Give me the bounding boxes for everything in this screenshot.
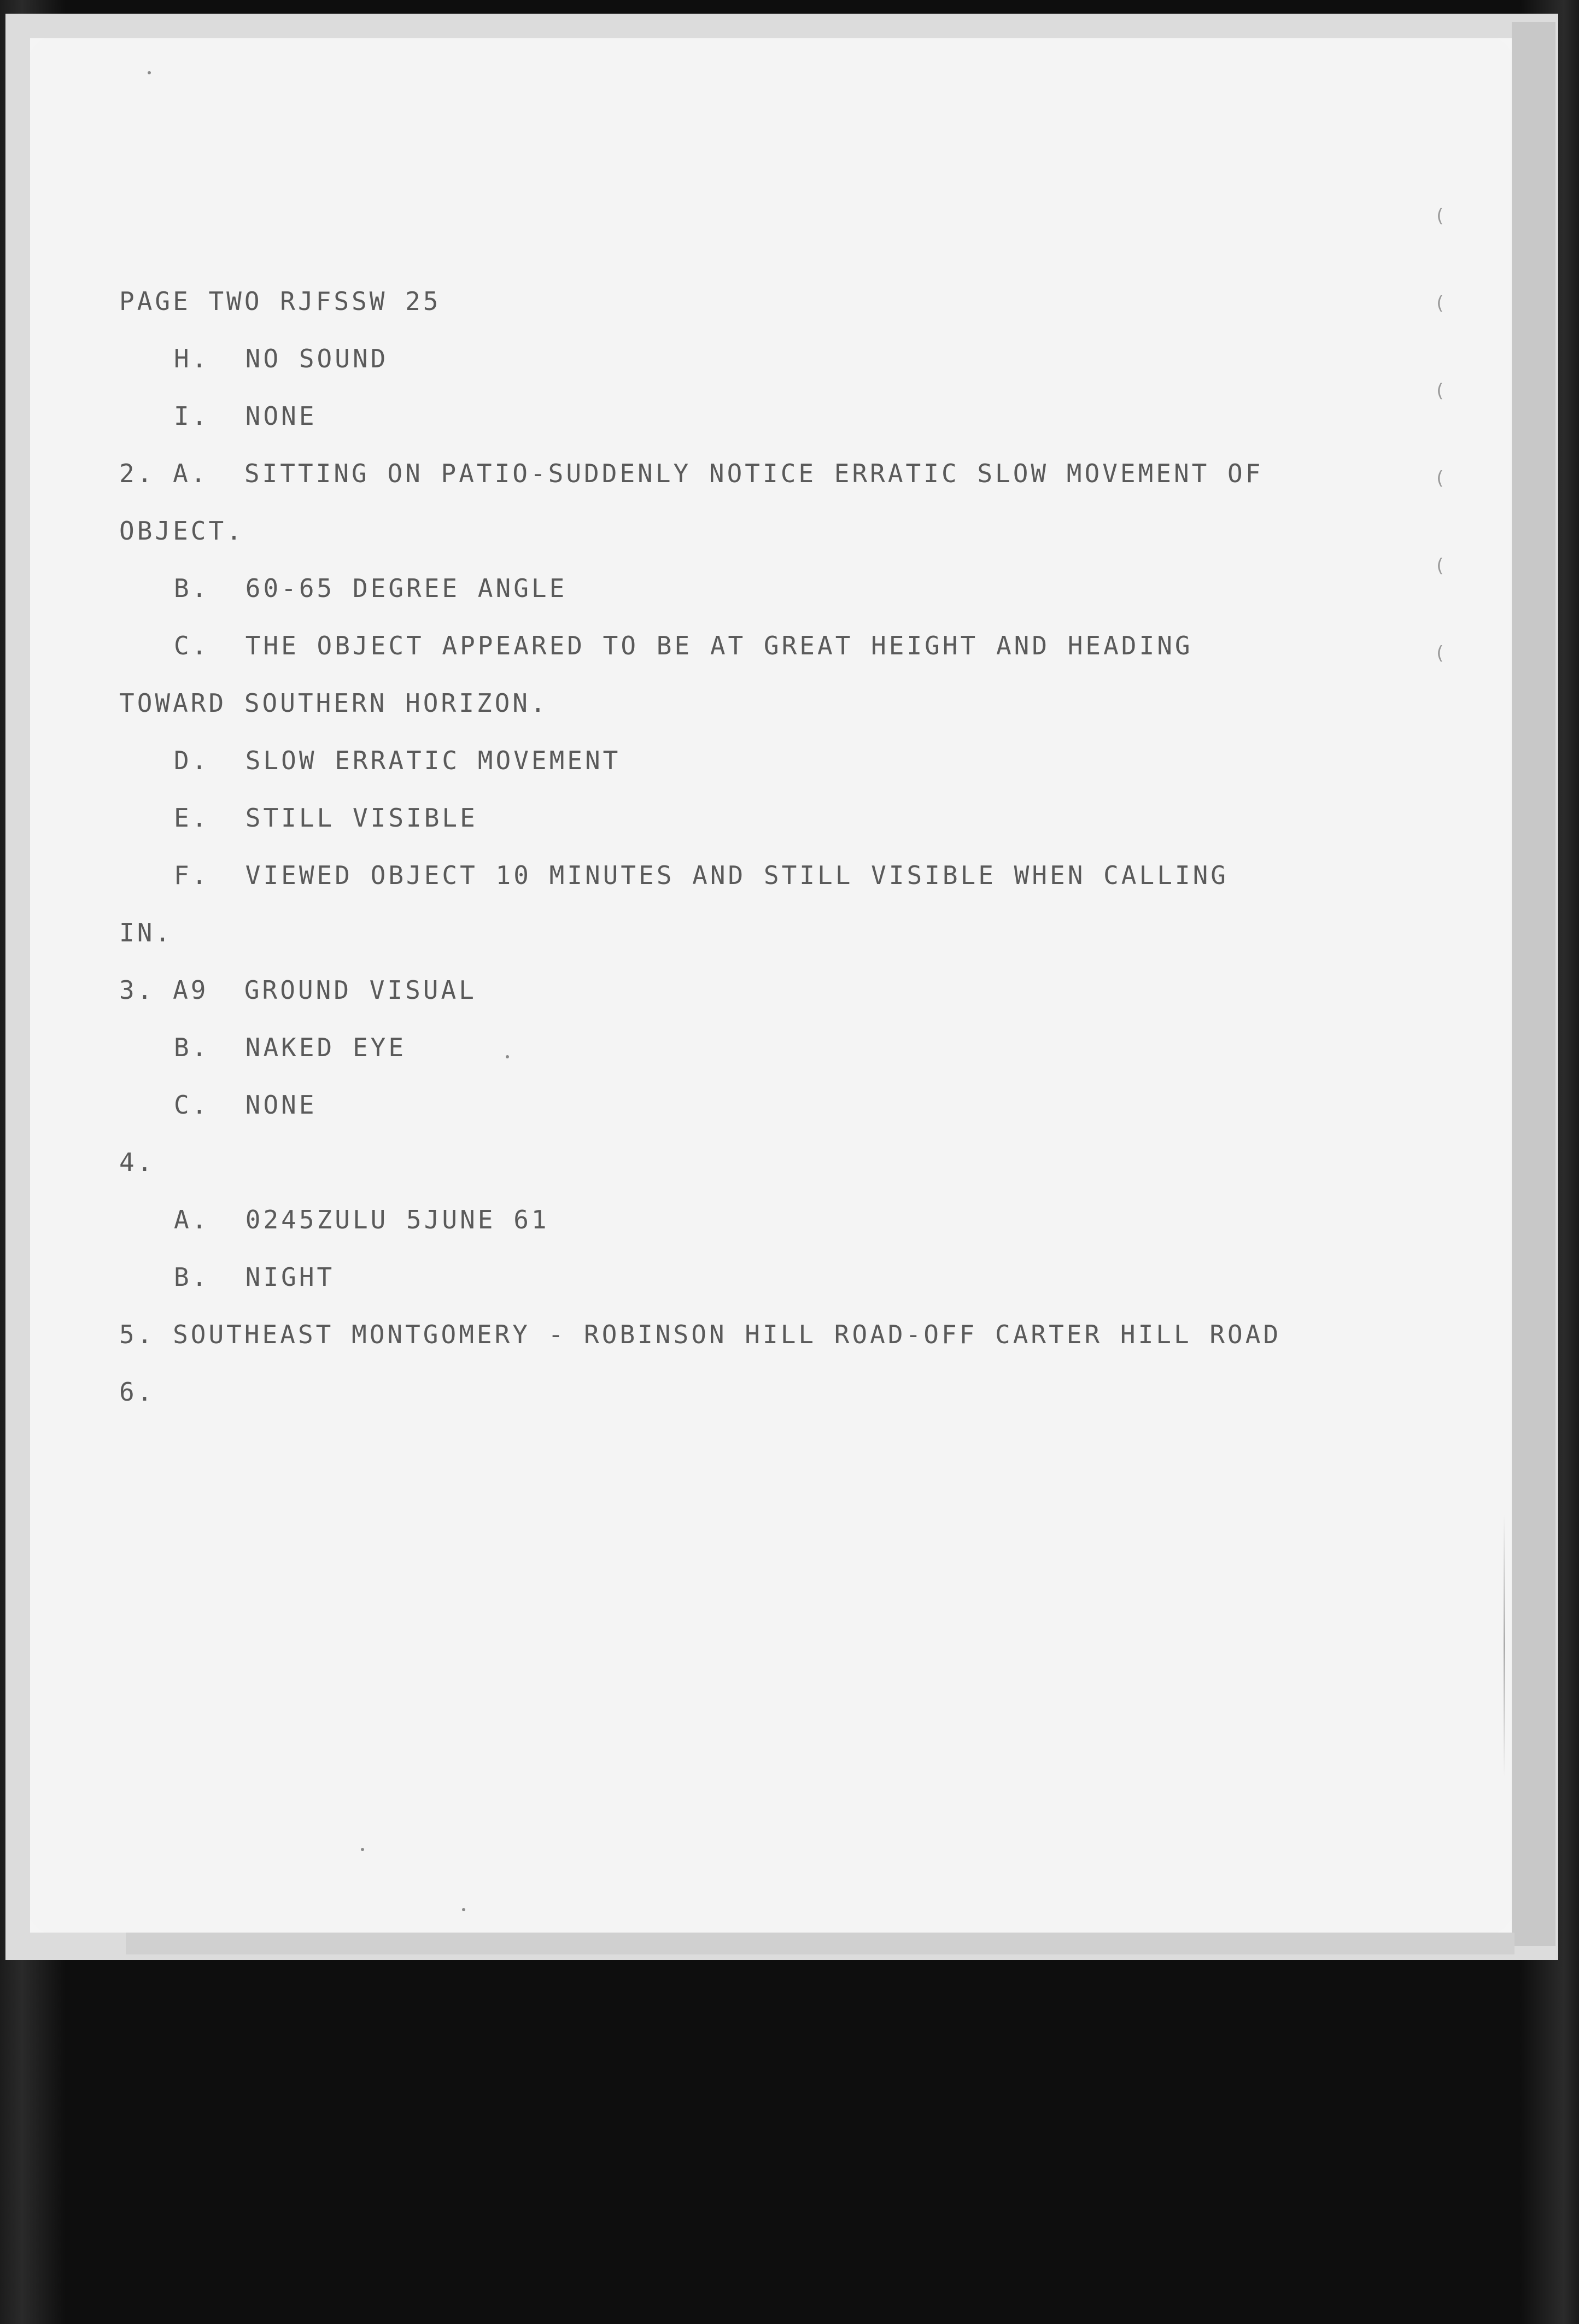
item-2b: B. 60-65 DEGREE ANGLE <box>174 573 568 603</box>
margin-tick: ( <box>1434 467 1446 489</box>
item-1h: H. NO SOUND <box>174 344 389 373</box>
item-4: 4. <box>119 1148 155 1177</box>
item-2e: E. STILL VISIBLE <box>174 803 478 833</box>
item-3a: 3. A9 GROUND VISUAL <box>119 975 477 1005</box>
dust-speck <box>506 1055 509 1058</box>
page-header: PAGE TWO RJFSSW 25 <box>119 286 441 316</box>
margin-tick: ( <box>1434 205 1446 227</box>
dust-speck <box>148 71 151 74</box>
film-scratch <box>1504 1514 1505 1777</box>
item-6: 6. <box>119 1377 155 1407</box>
dust-speck <box>361 1848 364 1851</box>
item-2d: D. SLOW ERRATIC MOVEMENT <box>174 746 621 775</box>
margin-tick: ( <box>1434 642 1446 664</box>
item-2c: C. THE OBJECT APPEARED TO BE AT GREAT HEIGHT AND HEADING <box>174 631 1193 660</box>
margin-tick: ( <box>1434 292 1446 314</box>
margin-tick: ( <box>1434 380 1446 402</box>
typed-text <box>30 38 1512 1933</box>
item-2f: F. VIEWED OBJECT 10 MINUTES AND STILL VISIBLE WHEN CALLING <box>174 860 1229 890</box>
item-2c-cont: TOWARD SOUTHERN HORIZON. <box>119 688 548 718</box>
item-4a: A. 0245ZULU 5JUNE 61 <box>174 1205 549 1234</box>
item-4b: B. NIGHT <box>174 1262 335 1292</box>
paper-shadow-bottom <box>126 1933 1514 1954</box>
item-5: 5. SOUTHEAST MONTGOMERY - ROBINSON HILL ROAD-OFF CARTER HILL ROAD <box>119 1320 1282 1349</box>
dust-speck <box>462 1908 465 1911</box>
item-3b: B. NAKED EYE <box>174 1033 407 1062</box>
paper-shadow-right <box>1512 22 1555 1946</box>
document-page <box>30 38 1512 1933</box>
item-2f-cont: IN. <box>119 918 173 947</box>
item-3c: C. NONE <box>174 1090 317 1120</box>
margin-tick: ( <box>1434 555 1446 577</box>
item-1i: I. NONE <box>174 401 317 431</box>
item-2a-cont: OBJECT. <box>119 516 244 546</box>
item-2a: 2. A. SITTING ON PATIO-SUDDENLY NOTICE ERRATIC SLOW MOVEMENT OF <box>119 459 1264 488</box>
